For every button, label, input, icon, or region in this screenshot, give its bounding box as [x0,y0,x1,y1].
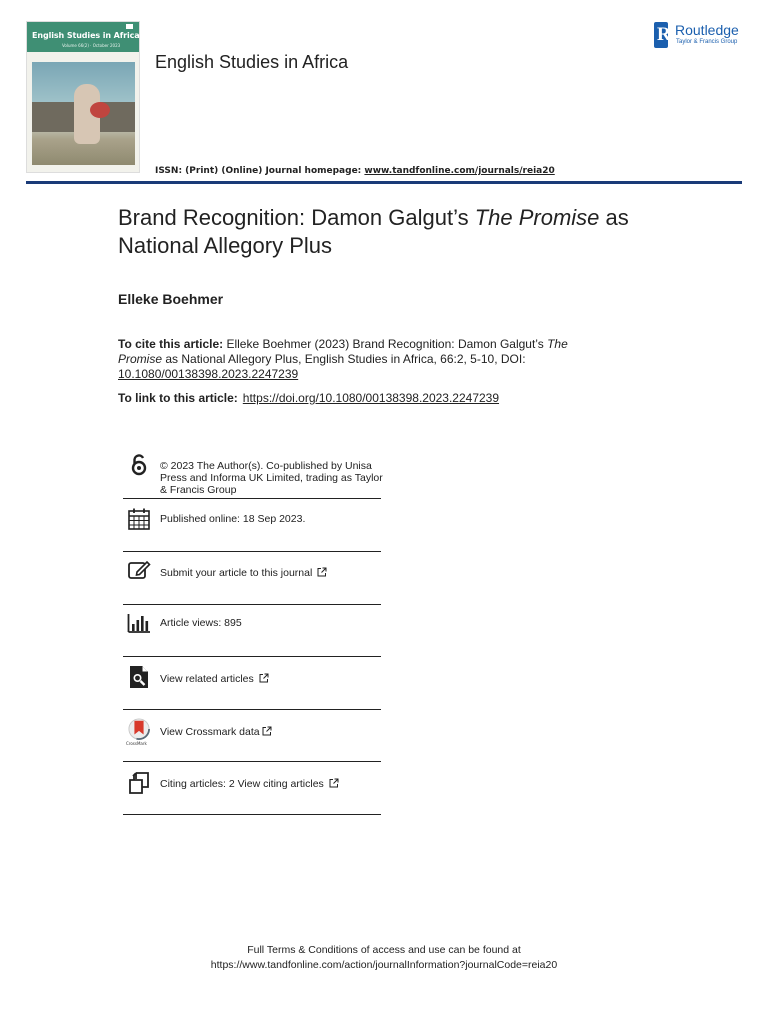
external-link-icon [329,778,339,788]
open-access-item [123,451,381,499]
citing-articles-icon [127,771,151,795]
open-access-text: © 2023 The Author(s). Co-published by Unisa Press and Informa UK Limited, trading as Taylor & Francis Group [160,460,383,496]
publisher-tagline: Taylor & Francis Group [676,39,738,45]
external-link-icon [262,726,272,736]
terms-line: Full Terms & Conditions of access and use can be found at [247,944,521,956]
external-link-icon [317,567,327,577]
publisher-name: Routledge [675,22,739,38]
published-text: Published online: 18 Sep 2023. [160,513,306,525]
cite-label: To cite this article: [118,337,224,351]
open-access-icon [127,453,151,477]
routledge-logo-icon: R [654,22,668,48]
terms-footer [0,943,768,973]
article-author: Elleke Boehmer [118,291,224,307]
journal-cover [27,22,139,172]
article-title: Brand Recognition: Damon Galgut’s The Promise as National Allegory Plus [118,205,629,258]
article-link-line [118,391,499,405]
views-text: Article views: 895 [160,617,242,629]
citation: To cite this article: Elleke Boehmer (2023) Brand Recognition: Damon Galgut’s The Promise as National Allegory Plus, English Studies in Africa, 66:2, 5-10, DOI: 10.1080/00138398.2023.2247239 [118,337,568,381]
cover-photo [32,62,135,165]
issn-label: ISSN: (Print) (Online) Journal homepage: [155,166,365,176]
journal-homepage-link[interactable]: www.tandfonline.com/journals/reia20 [364,166,555,176]
external-link-icon [259,673,269,683]
article-url-link[interactable]: https://doi.org/10.1080/00138398.2023.2247239 [242,391,500,405]
related-item[interactable] [123,657,381,710]
citing-item[interactable] [123,762,381,815]
crossmark-icon: CrossMark [126,718,154,748]
views-item [123,605,381,657]
doi-link[interactable]: 10.1080/00138398.2023.2247239 [118,367,299,381]
cover-subtitle: Volume 66(2) · October 2023 [62,43,121,48]
submit-link[interactable]: Submit your article to this journal [160,567,327,579]
crossmark-item[interactable] [123,710,381,762]
crossmark-link[interactable]: View Crossmark data [160,726,272,738]
header-rule [26,181,742,184]
cover-badge [126,24,133,29]
search-document-icon [127,665,151,689]
journal-name: English Studies in Africa [155,52,349,72]
cover-title: English Studies in Africa [32,31,140,40]
published-item [123,499,381,552]
citing-link[interactable]: Citing articles: 2 View citing articles [160,778,339,790]
edit-icon [127,558,151,582]
related-link[interactable]: View related articles [160,673,269,685]
calendar-icon [127,507,151,531]
issn-line [155,166,555,176]
submit-item[interactable] [123,552,381,605]
link-label: To link to this article: [118,391,238,405]
publisher-logo [654,22,746,50]
terms-url[interactable]: https://www.tandfonline.com/action/journalInformation?journalCode=reia20 [210,959,558,971]
bar-chart-icon [127,611,151,635]
